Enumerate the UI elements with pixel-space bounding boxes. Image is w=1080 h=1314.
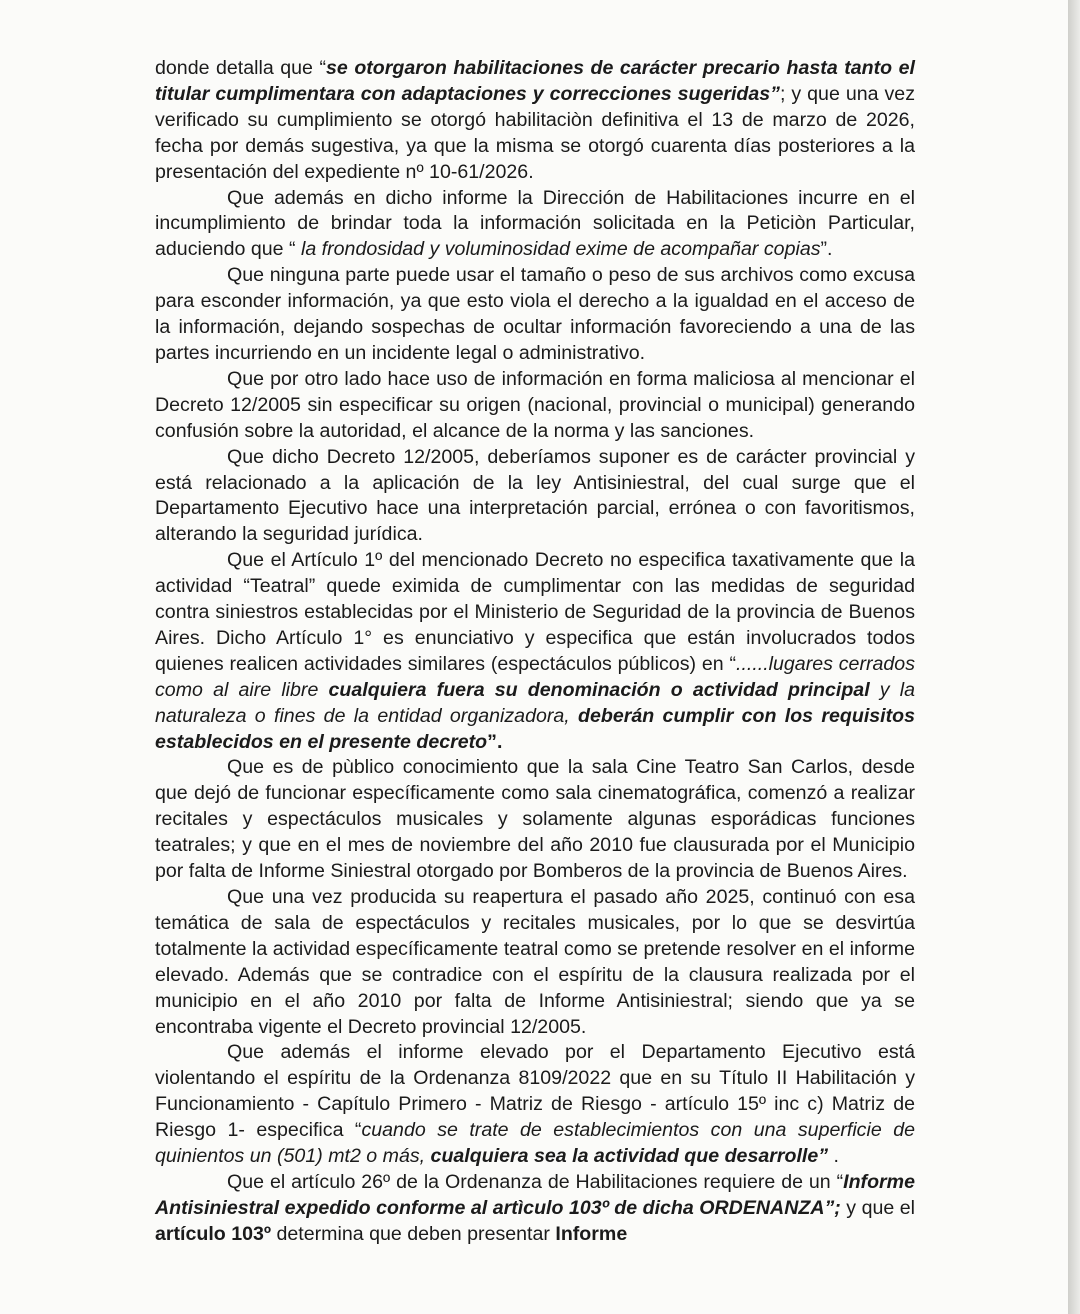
paragraph: Que una vez producida su reapertura el pasado año 2025, continuó con esa temática de sala de espectáculos y recitales musicales, por lo que se desvirtúa totalmente la actividad específicamente teatral como se pretende resolver en el informe elevado. Además que se contradice con el espíritu de la clausura realizada por el municipio en el año 2010 por falta de Informe Antisiniestral; siendo que ya se encontraba vigente el Decreto provincial 12/2005. (155, 886, 915, 1038)
paragraph: Que el Artículo 1º del mencionado Decreto no especifica taxativamente que la actividad “Teatral” quede eximida de cumplimentar con las medidas de seguridad contra siniestros establecidas por el Ministerio de Seguridad de la provincia de Buenos Aires. Dicho Artículo 1° es enunciativo y especifica que están involucrados todos quienes realicen actividades similares (espectáculos públicos) en “......lugares cerrados como al aire libre cualquiera fuera su denominación o actividad principal y la naturaleza o fines de la entidad organizadora, deberán cumplir con los requisitos establecidos en el presente decreto”. (155, 549, 916, 753)
paragraph: Que dicho Decreto 12/2005, deberíamos suponer es de carácter provincial y está relacionado a la aplicación de la ley Antisiniestral, del cual surge que el Departamento Ejecutivo hace una interpretación parcial, errónea o con favoritismos, alterando la seguridad jurídica. (155, 445, 915, 546)
paragraph: Que ninguna parte puede usar el tamaño o peso de sus archivos como excusa para esconder información, ya que esto viola el derecho a la igualdad en el acceso de la información, dejando sospechas de ocultar información favoreciendo a una de las partes incurriendo en un incidente legal o administrativo. (155, 264, 915, 364)
paragraph: Que además el informe elevado por el Departamento Ejecutivo está violentando el espíritu de la Ordenanza 8109/2022 que en su Título II Habilitación y Funcionamiento - Capítulo Primero - Matriz de Riesgo - artículo 15º inc c) Matriz de Riesgo 1- especifica “cuando se trate de establecimientos con una superficie de quinientos un (501) mt2 o más, cualquiera sea la actividad que desarrolle” . (155, 1041, 915, 1168)
paragraph: Que por otro lado hace uso de información en forma maliciosa al mencionar el Decreto 12/2005 sin especificar su origen (nacional, provincial o municipal) generando confusión sobre la autoridad, el alcance de la norma y las sanciones. (155, 367, 915, 442)
paragraph: donde detalla que “se otorgaron habilitaciones de carácter precario hasta tanto el titular cumplimentara con adaptaciones y correcciones sugeridas”; y que una vez verificado su cumplimiento se otorgó habilitaciòn definitiva el 13 de marzo de 2026, fecha por demás sugestiva, ya que la misma se otorgó cuarenta días posteriores a la presentación del expediente nº 10-61/2026. (155, 57, 915, 183)
paragraph: Que el artículo 26º de la Ordenanza de Habilitaciones requiere de un “Informe Antisiniestral expedido conforme al artìculo 103º de dicha ORDENANZA”; y que el artículo 103º determina que deben presentar Informe (155, 1170, 915, 1245)
paragraph: Que además en dicho informe la Dirección de Habilitaciones incurre en el incumplimiento de brindar toda la información solicitada en la Peticiòn Particular, aduciendo que “ la frondosidad y voluminosidad exime de acompañar copias”. (155, 186, 915, 261)
page-edge (1068, 0, 1080, 1314)
paragraph: Que es de pùblico conocimiento que la sala Cine Teatro San Carlos, desde que dejó de funcionar específicamente como sala cinematográfica, comenzó a realizar recitales y espectáculos musicales y solamente algunas esporádicas funciones teatrales; y que en el mes de noviembre del año 2010 fue clausurada por el Municipio por falta de Informe Siniestral otorgado por Bomberos de la provincia de Buenos Aires. (155, 756, 915, 883)
document-body (155, 56, 915, 1248)
